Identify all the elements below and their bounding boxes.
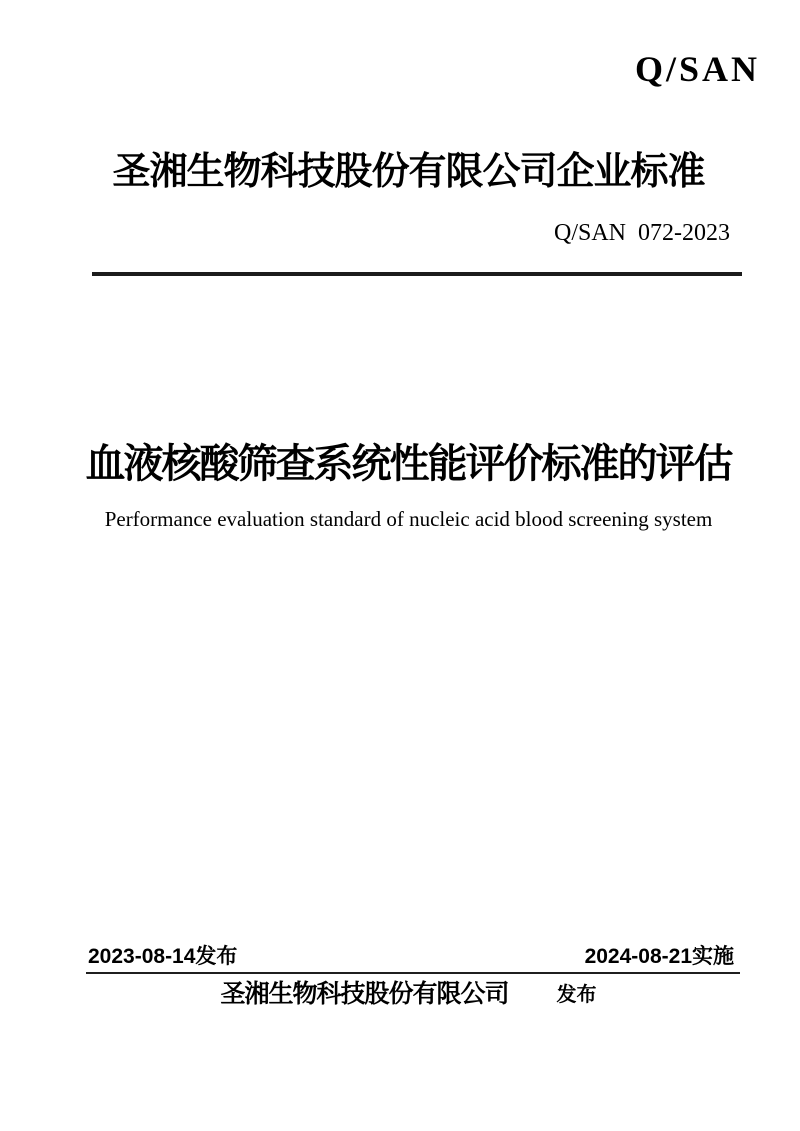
dates-row xyxy=(88,944,734,969)
document-title-english: Performance evaluation standard of nucleic acid blood screening system xyxy=(104,507,713,531)
top-divider-rule xyxy=(92,272,742,276)
enterprise-standard-heading: 圣湘生物科技股份有限公司企业标准 xyxy=(112,151,705,193)
publish-label: 发布 xyxy=(556,983,597,1006)
publisher-name: 圣湘生物科技股份有限公司 xyxy=(220,980,509,1008)
issue-date: 2023-08-14发布 xyxy=(88,945,238,968)
publisher-row xyxy=(75,980,742,1009)
qsan-logo: Q/SAN xyxy=(634,49,760,89)
document-title-chinese: 血液核酸筛查系统性能评价标准的评估 xyxy=(85,442,732,486)
implementation-date: 2024-08-21实施 xyxy=(584,945,734,968)
bottom-divider-rule xyxy=(86,972,740,974)
standard-number: Q/SAN 072-2023 xyxy=(553,220,730,246)
